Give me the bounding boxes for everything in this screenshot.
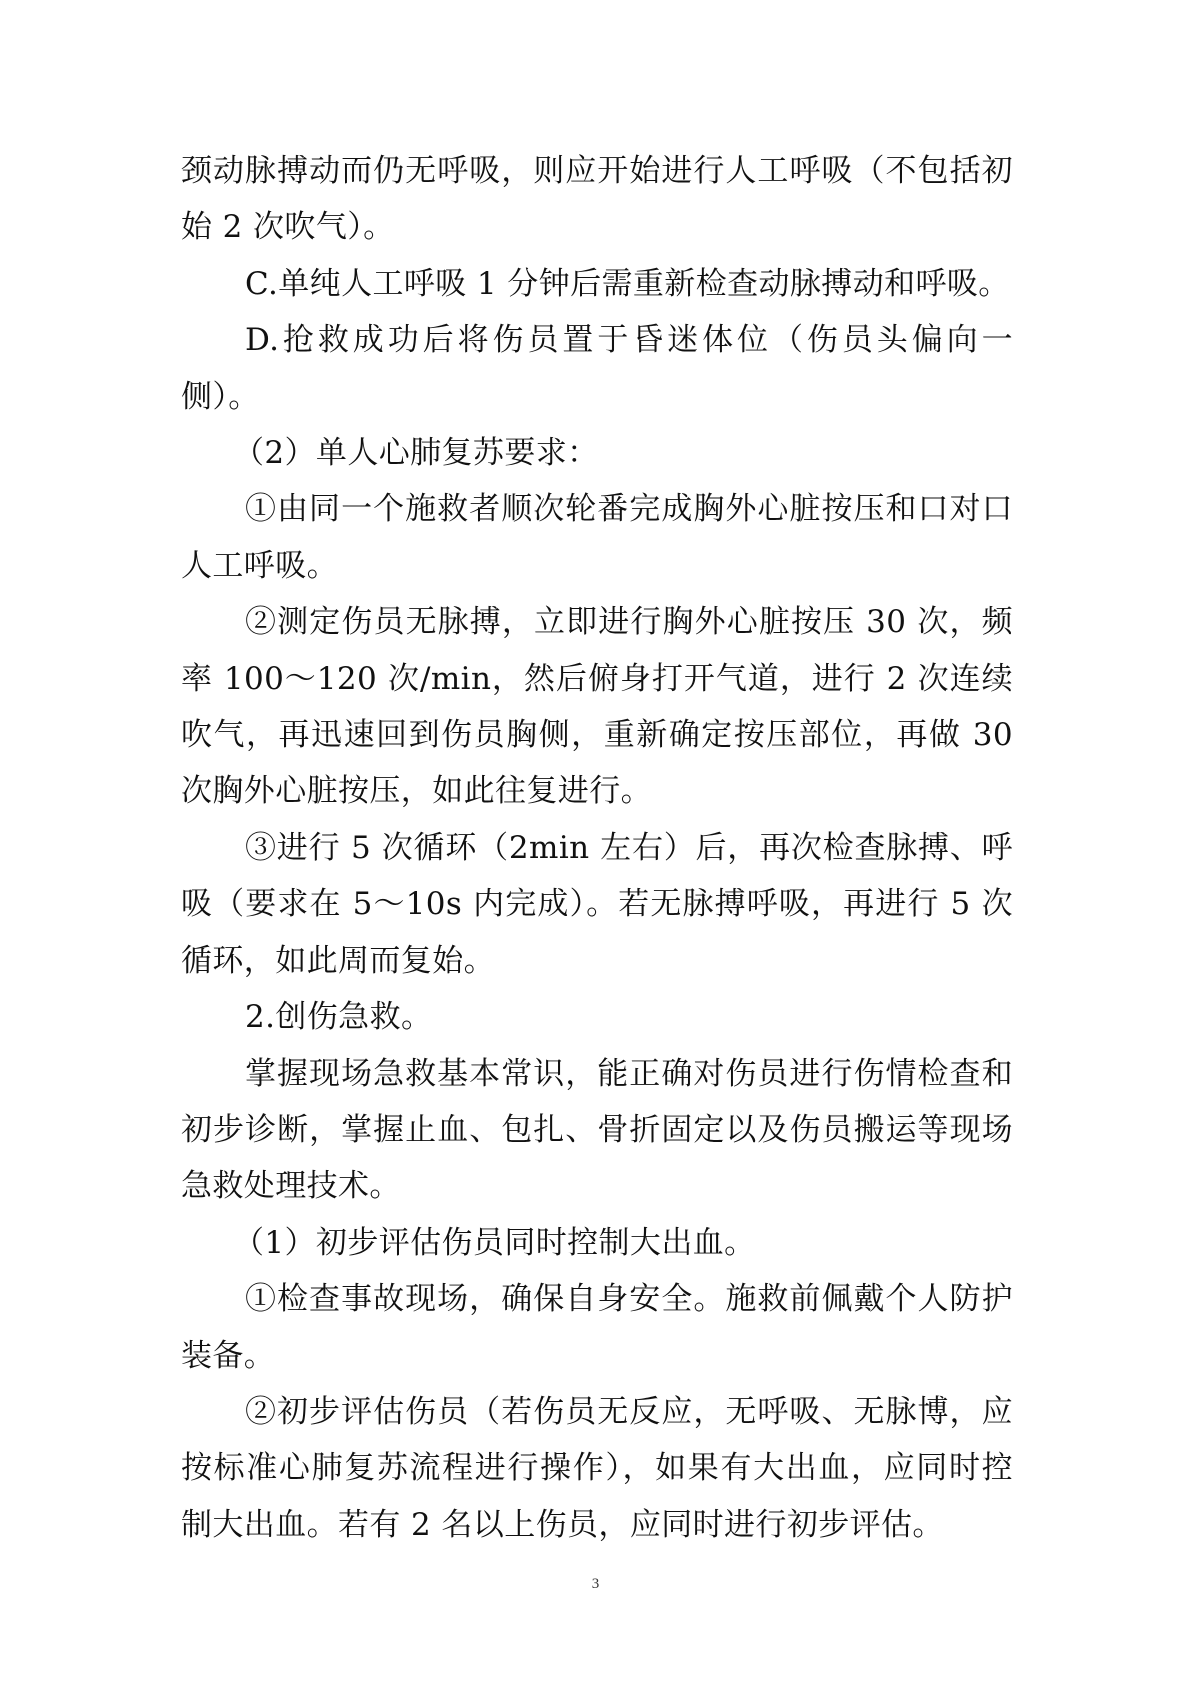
page-number: 3 (591, 1576, 600, 1592)
paragraph-trauma-intro: 掌握现场急救基本常识，能正确对伤员进行伤情检查和初步诊断，掌握止血、包扎、骨折固定以及伤员搬运等现场急救处理技术。 (181, 1055, 1013, 1205)
page-body (181, 143, 1013, 1553)
paragraph-step-3: ③进行 5 次循环（2min 左右）后，再次检查脉搏、呼吸（要求在 5～10s 内完成）。若无脉搏呼吸，再进行 5 次循环，如此周而复始。 (181, 829, 1013, 979)
paragraph-step-1: ①由同一个施救者顺次轮番完成胸外心脏按压和口对口人工呼吸。 (181, 491, 1013, 584)
section-heading-trauma-aid: 2.创伤急救。 (245, 999, 433, 1036)
paragraph-assessment-step-1: ①检查事故现场，确保自身安全。施救前佩戴个人防护装备。 (181, 1281, 1013, 1374)
paragraph-item-d: D.抢救成功后将伤员置于昏迷体位（伤员头偏向一侧）。 (181, 322, 1013, 415)
section-heading-initial-assessment: （1）初步评估伤员同时控制大出血。 (233, 1224, 756, 1261)
section-heading-single-cpr: （2）单人心肺复苏要求： (233, 435, 599, 472)
paragraph-step-2: ②测定伤员无脉搏，立即进行胸外心脏按压 30 次，频率 100～120 次/min，然后俯身打开气道，进行 2 次连续吹气，再迅速回到伤员胸侧，重新确定按压部位，再做 30 次胸外心脏按压，如此往复进行。 (181, 604, 1013, 810)
paragraph-assessment-step-2: ②初步评估伤员（若伤员无反应，无呼吸、无脉博，应按标准心肺复苏流程进行操作），如果有大出血，应同时控制大出血。若有 2 名以上伤员，应同时进行初步评估。 (181, 1393, 1013, 1543)
paragraph-item-c: C.单纯人工呼吸 1 分钟后需重新检查动脉搏动和呼吸。 (245, 265, 1010, 302)
paragraph-continuation: 颈动脉搏动而仍无呼吸，则应开始进行人工呼吸（不包括初始 2 次吹气）。 (181, 153, 1013, 246)
